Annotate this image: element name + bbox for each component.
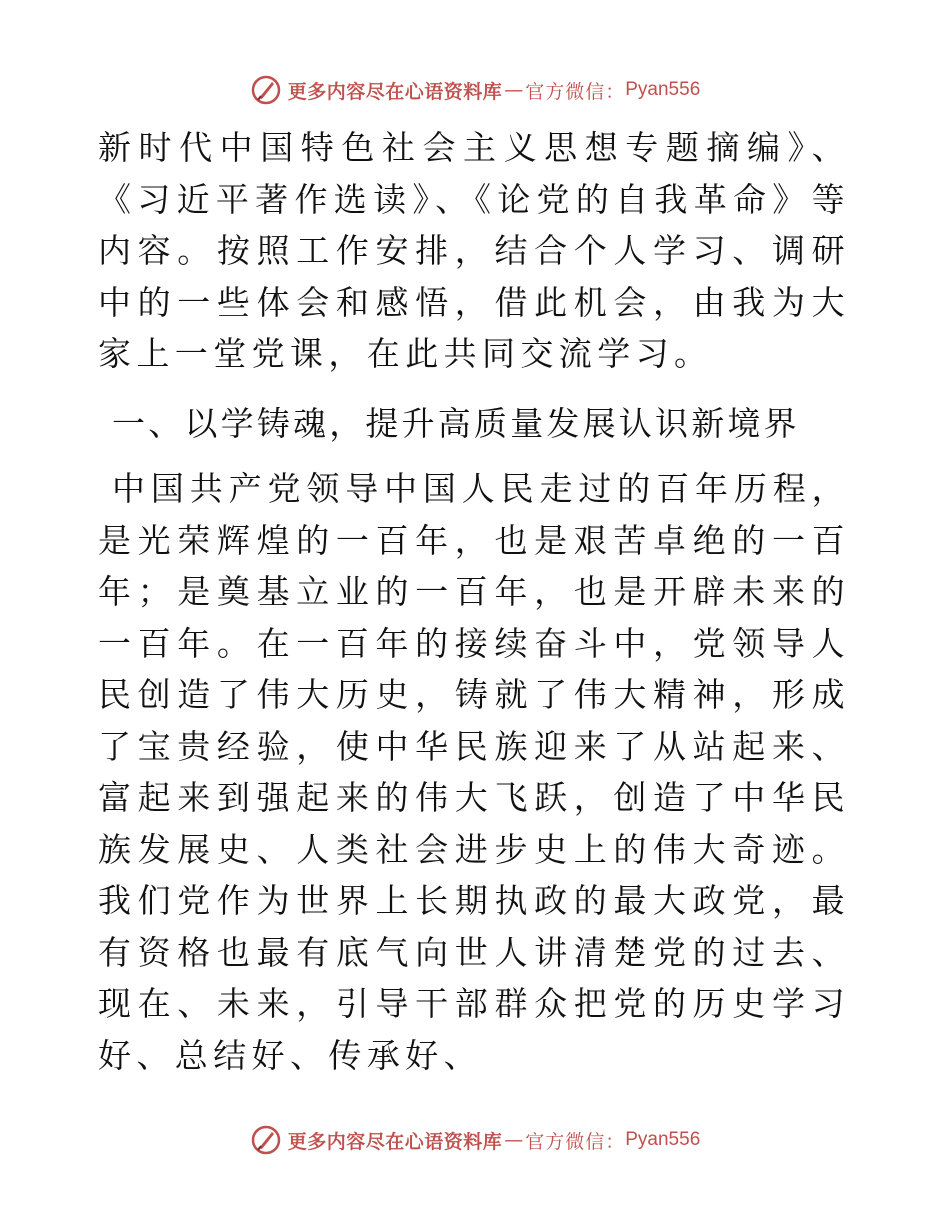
watermark-wechat-label: 官方微信：	[525, 80, 626, 103]
paragraph-history: 中国共产党领导中国人民走过的百年历程，是光荣辉煌的一百年，也是艰苦卓绝的一百年；是奠基立业的一百年，也是开辟未来的一百年。在一百年的接续奋斗中，党领导人民创造了伟大历史，铸就了伟大精神，形成了宝贵经验，使中华民族迎来了从站起来、富起来到强起来的伟大飞跃，创造了中华民族发展史、人类社会进步史上的伟大奇迹。我们党作为世界上长期执政的最大政党，最有资格也最有底气向世人讲清楚党的过去、现在、未来，引导干部群众把党的历史学习好、总结好、传承好、	[98, 469, 850, 1075]
watermark-slogan: 更多内容尽在心语资料库	[287, 1130, 503, 1153]
header-watermark-banner	[0, 70, 950, 110]
quill-circle-logo-icon	[250, 1124, 282, 1156]
section-heading-1: 一、以学铸魂，提升高质量发展认识新境界	[112, 403, 800, 443]
quill-circle-logo-icon	[250, 74, 282, 106]
paragraph-intro: 新时代中国特色社会主义思想专题摘编》、《习近平著作选读》、《论党的自我革命》等内容。按照工作安排，结合个人学习、调研中的一些体会和感悟，借此机会，由我为大家上一堂党课，在此共同交流学习。	[98, 128, 850, 373]
watermark-wechat-label: 官方微信：	[525, 1130, 626, 1153]
watermark-wechat-id: Pyan556	[625, 79, 701, 100]
watermark-wechat-id: Pyan556	[625, 1129, 701, 1150]
footer-watermark-banner	[0, 1120, 950, 1160]
watermark-separator: —	[504, 79, 524, 101]
watermark-slogan: 更多内容尽在心语资料库	[287, 80, 503, 103]
document-body	[98, 122, 850, 1081]
watermark-separator: —	[504, 1129, 524, 1151]
